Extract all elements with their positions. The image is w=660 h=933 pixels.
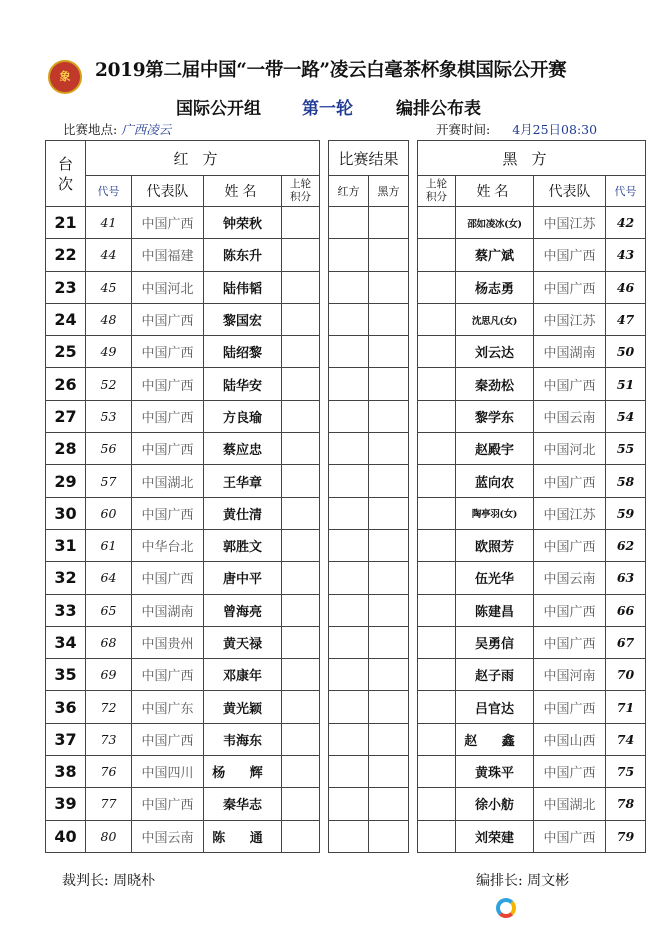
table-row (46, 723, 646, 755)
result-black (369, 562, 409, 594)
red-prev-points (282, 400, 320, 432)
result-black (369, 691, 409, 723)
black-name: 秦劲松 (456, 368, 534, 400)
red-team: 中国云南 (132, 820, 204, 852)
result-red (329, 497, 369, 529)
red-team: 中国广西 (132, 723, 204, 755)
board-number: 36 (46, 691, 86, 723)
board-number: 37 (46, 723, 86, 755)
table-row (46, 659, 646, 691)
header-black-code: 代号 (606, 176, 646, 207)
black-name: 赵 鑫 (456, 723, 534, 755)
result-red (329, 465, 369, 497)
red-name: 黄仕清 (204, 497, 282, 529)
red-code: 76 (86, 756, 132, 788)
red-code: 52 (86, 368, 132, 400)
result-black (369, 756, 409, 788)
black-code: 71 (606, 691, 646, 723)
red-team: 中国贵州 (132, 626, 204, 658)
red-code: 41 (86, 207, 132, 239)
board-number: 35 (46, 659, 86, 691)
result-red (329, 594, 369, 626)
red-prev-points (282, 239, 320, 271)
black-prev-points (418, 433, 456, 465)
black-name: 杨志勇 (456, 271, 534, 303)
black-prev-points (418, 497, 456, 529)
red-name: 钟荣秋 (204, 207, 282, 239)
black-team: 中国广西 (534, 594, 606, 626)
red-team: 中国广西 (132, 207, 204, 239)
red-name: 邓康年 (204, 659, 282, 691)
black-team: 中国江苏 (534, 207, 606, 239)
red-team: 中国广西 (132, 368, 204, 400)
black-prev-points (418, 691, 456, 723)
table-row (46, 271, 646, 303)
board-number: 33 (46, 594, 86, 626)
black-name: 陶亭羽(女) (456, 497, 534, 529)
venue-value: 广西凌云 (121, 122, 172, 137)
watermark-icon (496, 898, 516, 918)
result-red (329, 788, 369, 820)
board-number: 25 (46, 336, 86, 368)
black-team: 中国广西 (534, 820, 606, 852)
header-result-black: 黑方 (369, 176, 409, 207)
table-row (46, 239, 646, 271)
red-code: 49 (86, 336, 132, 368)
black-team: 中国广西 (534, 756, 606, 788)
red-name: 陆华安 (204, 368, 282, 400)
red-name: 黄天禄 (204, 626, 282, 658)
result-black (369, 788, 409, 820)
table-row (46, 303, 646, 335)
red-prev-points (282, 465, 320, 497)
result-red (329, 659, 369, 691)
black-code: 43 (606, 239, 646, 271)
header-tai-text: 台次 (57, 154, 73, 193)
venue-info (63, 120, 171, 138)
black-prev-points (418, 788, 456, 820)
result-black (369, 497, 409, 529)
result-red (329, 400, 369, 432)
black-prev-points (418, 820, 456, 852)
table-row (46, 336, 646, 368)
red-code: 77 (86, 788, 132, 820)
red-prev-points (282, 756, 320, 788)
red-code: 60 (86, 497, 132, 529)
board-number: 27 (46, 400, 86, 432)
red-team: 中国广东 (132, 691, 204, 723)
black-team: 中国广西 (534, 529, 606, 561)
black-team: 中国云南 (534, 400, 606, 432)
result-black (369, 207, 409, 239)
red-prev-points (282, 626, 320, 658)
black-team: 中国山西 (534, 723, 606, 755)
result-red (329, 820, 369, 852)
chief-referee (62, 870, 155, 890)
black-prev-points (418, 659, 456, 691)
red-name: 蔡应忠 (204, 433, 282, 465)
black-prev-points (418, 723, 456, 755)
red-team: 中国广西 (132, 788, 204, 820)
black-name: 黎学东 (456, 400, 534, 432)
black-code: 75 (606, 756, 646, 788)
emblem-logo-text: 象 (59, 70, 71, 83)
black-code: 74 (606, 723, 646, 755)
black-prev-points (418, 400, 456, 432)
result-black (369, 239, 409, 271)
black-prev-points (418, 207, 456, 239)
red-code: 72 (86, 691, 132, 723)
black-code: 63 (606, 562, 646, 594)
result-red (329, 239, 369, 271)
black-team: 中国河北 (534, 433, 606, 465)
chief-arranger (476, 870, 569, 890)
start-time-value: 4月25日08:30 (512, 122, 598, 137)
black-code: 51 (606, 368, 646, 400)
black-prev-points (418, 303, 456, 335)
table-row (46, 820, 646, 852)
red-team: 中国广西 (132, 562, 204, 594)
board-number: 39 (46, 788, 86, 820)
black-team: 中国广西 (534, 368, 606, 400)
table-row (46, 433, 646, 465)
black-name: 沈思凡(女) (456, 303, 534, 335)
result-black (369, 271, 409, 303)
header-red-name: 姓名 (204, 176, 282, 207)
black-team: 中国广西 (534, 691, 606, 723)
venue-label: 比赛地点: (63, 122, 118, 137)
black-code: 62 (606, 529, 646, 561)
black-code: 55 (606, 433, 646, 465)
red-prev-points (282, 562, 320, 594)
result-black (369, 723, 409, 755)
table-row (46, 562, 646, 594)
header-black-name: 姓名 (456, 176, 534, 207)
table-row (46, 756, 646, 788)
red-code: 65 (86, 594, 132, 626)
page-title: 2019第二届中国“一带一路”凌云白毫茶杯象棋国际公开赛 (95, 60, 567, 81)
notice-label: 编排公布表 (396, 99, 481, 119)
red-prev-points (282, 433, 320, 465)
red-code: 48 (86, 303, 132, 335)
table-row (46, 529, 646, 561)
result-red (329, 368, 369, 400)
table-row (46, 368, 646, 400)
table-row (46, 788, 646, 820)
black-name: 邵如凌冰(女) (456, 207, 534, 239)
black-name: 徐小舫 (456, 788, 534, 820)
header-tai (46, 141, 86, 207)
red-code: 68 (86, 626, 132, 658)
red-code: 56 (86, 433, 132, 465)
pairing-table (45, 140, 646, 853)
red-code: 53 (86, 400, 132, 432)
result-black (369, 659, 409, 691)
black-name: 刘荣建 (456, 820, 534, 852)
table-row (46, 465, 646, 497)
red-team: 中国广西 (132, 303, 204, 335)
result-red (329, 691, 369, 723)
red-prev-points (282, 659, 320, 691)
red-team: 中国湖北 (132, 465, 204, 497)
black-prev-points (418, 756, 456, 788)
result-red (329, 336, 369, 368)
red-code: 61 (86, 529, 132, 561)
red-name: 杨 辉 (204, 756, 282, 788)
result-black (369, 594, 409, 626)
black-team: 中国广西 (534, 271, 606, 303)
black-code: 67 (606, 626, 646, 658)
black-name: 吕官达 (456, 691, 534, 723)
red-team: 中国广西 (132, 497, 204, 529)
black-team: 中国江苏 (534, 497, 606, 529)
board-number: 40 (46, 820, 86, 852)
table-row (46, 626, 646, 658)
result-red (329, 562, 369, 594)
black-team: 中国广西 (534, 239, 606, 271)
board-number: 28 (46, 433, 86, 465)
red-prev-points (282, 788, 320, 820)
black-code: 78 (606, 788, 646, 820)
black-team: 中国云南 (534, 562, 606, 594)
board-number: 32 (46, 562, 86, 594)
header-black-points (418, 176, 456, 207)
board-number: 34 (46, 626, 86, 658)
header-result: 比赛结果 (329, 141, 409, 176)
red-name: 唐中平 (204, 562, 282, 594)
red-name: 陈 通 (204, 820, 282, 852)
board-number: 24 (46, 303, 86, 335)
red-code: 45 (86, 271, 132, 303)
table-row (46, 497, 646, 529)
black-name: 赵殿宇 (456, 433, 534, 465)
black-code: 66 (606, 594, 646, 626)
black-name: 赵子雨 (456, 659, 534, 691)
header-red-points-text: 上轮积分 (290, 178, 311, 203)
red-name: 王华章 (204, 465, 282, 497)
black-code: 54 (606, 400, 646, 432)
black-prev-points (418, 336, 456, 368)
result-red (329, 529, 369, 561)
black-code: 50 (606, 336, 646, 368)
result-red (329, 433, 369, 465)
red-team: 中国四川 (132, 756, 204, 788)
red-prev-points (282, 691, 320, 723)
header-result-red: 红方 (329, 176, 369, 207)
black-name: 吴勇信 (456, 626, 534, 658)
board-number: 23 (46, 271, 86, 303)
red-prev-points (282, 594, 320, 626)
result-black (369, 433, 409, 465)
red-code: 57 (86, 465, 132, 497)
table-row (46, 400, 646, 432)
result-black (369, 400, 409, 432)
chief-arranger-label: 编排长: (476, 873, 523, 889)
red-name: 黎国宏 (204, 303, 282, 335)
chief-referee-name: 周晓朴 (113, 873, 156, 889)
red-prev-points (282, 820, 320, 852)
red-prev-points (282, 368, 320, 400)
red-name: 韦海东 (204, 723, 282, 755)
black-code: 79 (606, 820, 646, 852)
board-number: 21 (46, 207, 86, 239)
result-red (329, 303, 369, 335)
group-label: 国际公开组 (176, 99, 261, 119)
result-black (369, 336, 409, 368)
black-prev-points (418, 239, 456, 271)
table-row (46, 207, 646, 239)
result-black (369, 368, 409, 400)
black-code: 47 (606, 303, 646, 335)
black-team: 中国广西 (534, 626, 606, 658)
red-prev-points (282, 336, 320, 368)
red-team: 中国广西 (132, 400, 204, 432)
red-code: 44 (86, 239, 132, 271)
header-black-team: 代表队 (534, 176, 606, 207)
black-prev-points (418, 271, 456, 303)
emblem-logo (48, 60, 82, 94)
result-red (329, 723, 369, 755)
result-red (329, 207, 369, 239)
black-team: 中国湖南 (534, 336, 606, 368)
table-row (46, 691, 646, 723)
result-red (329, 756, 369, 788)
header-red-team: 代表队 (132, 176, 204, 207)
red-name: 黄光颖 (204, 691, 282, 723)
red-name: 方良瑜 (204, 400, 282, 432)
header-red-points (282, 176, 320, 207)
black-code: 70 (606, 659, 646, 691)
board-number: 30 (46, 497, 86, 529)
result-black (369, 465, 409, 497)
black-team: 中国广西 (534, 465, 606, 497)
start-time-label: 开赛时间: (436, 122, 491, 137)
header-red-code: 代号 (86, 176, 132, 207)
red-team: 中国河北 (132, 271, 204, 303)
black-prev-points (418, 562, 456, 594)
start-time-info (436, 120, 597, 138)
result-black (369, 529, 409, 561)
red-prev-points (282, 303, 320, 335)
header-black-side: 黑方 (418, 141, 646, 176)
result-red (329, 271, 369, 303)
red-team: 中华台北 (132, 529, 204, 561)
black-name: 蔡广斌 (456, 239, 534, 271)
black-code: 42 (606, 207, 646, 239)
round-label: 第一轮 (302, 99, 353, 119)
red-name: 陈东升 (204, 239, 282, 271)
black-prev-points (418, 529, 456, 561)
result-black (369, 820, 409, 852)
board-number: 38 (46, 756, 86, 788)
header-red-side: 红方 (86, 141, 320, 176)
black-name: 欧照芳 (456, 529, 534, 561)
black-code: 58 (606, 465, 646, 497)
black-code: 46 (606, 271, 646, 303)
red-name: 郭胜文 (204, 529, 282, 561)
red-name: 陆绍黎 (204, 336, 282, 368)
header-black-points-text: 上轮积分 (426, 178, 448, 203)
table-row (46, 594, 646, 626)
red-prev-points (282, 271, 320, 303)
result-red (329, 626, 369, 658)
result-black (369, 303, 409, 335)
black-prev-points (418, 368, 456, 400)
red-team: 中国广西 (132, 433, 204, 465)
red-team: 中国广西 (132, 336, 204, 368)
board-number: 22 (46, 239, 86, 271)
red-name: 秦华志 (204, 788, 282, 820)
red-team: 中国广西 (132, 659, 204, 691)
red-code: 69 (86, 659, 132, 691)
red-team: 中国福建 (132, 239, 204, 271)
red-code: 80 (86, 820, 132, 852)
result-black (369, 626, 409, 658)
black-code: 59 (606, 497, 646, 529)
chief-referee-label: 裁判长: (62, 873, 109, 889)
red-name: 陆伟韬 (204, 271, 282, 303)
black-prev-points (418, 626, 456, 658)
red-prev-points (282, 497, 320, 529)
black-name: 黄珠平 (456, 756, 534, 788)
red-prev-points (282, 723, 320, 755)
board-number: 31 (46, 529, 86, 561)
red-name: 曾海亮 (204, 594, 282, 626)
black-team: 中国江苏 (534, 303, 606, 335)
black-team: 中国河南 (534, 659, 606, 691)
red-code: 73 (86, 723, 132, 755)
red-prev-points (282, 529, 320, 561)
board-number: 29 (46, 465, 86, 497)
chief-arranger-name: 周文彬 (527, 873, 570, 889)
black-prev-points (418, 594, 456, 626)
black-name: 蓝向农 (456, 465, 534, 497)
red-team: 中国湖南 (132, 594, 204, 626)
red-prev-points (282, 207, 320, 239)
black-name: 刘云达 (456, 336, 534, 368)
board-number: 26 (46, 368, 86, 400)
black-name: 陈建昌 (456, 594, 534, 626)
black-team: 中国湖北 (534, 788, 606, 820)
black-prev-points (418, 465, 456, 497)
red-code: 64 (86, 562, 132, 594)
black-name: 伍光华 (456, 562, 534, 594)
